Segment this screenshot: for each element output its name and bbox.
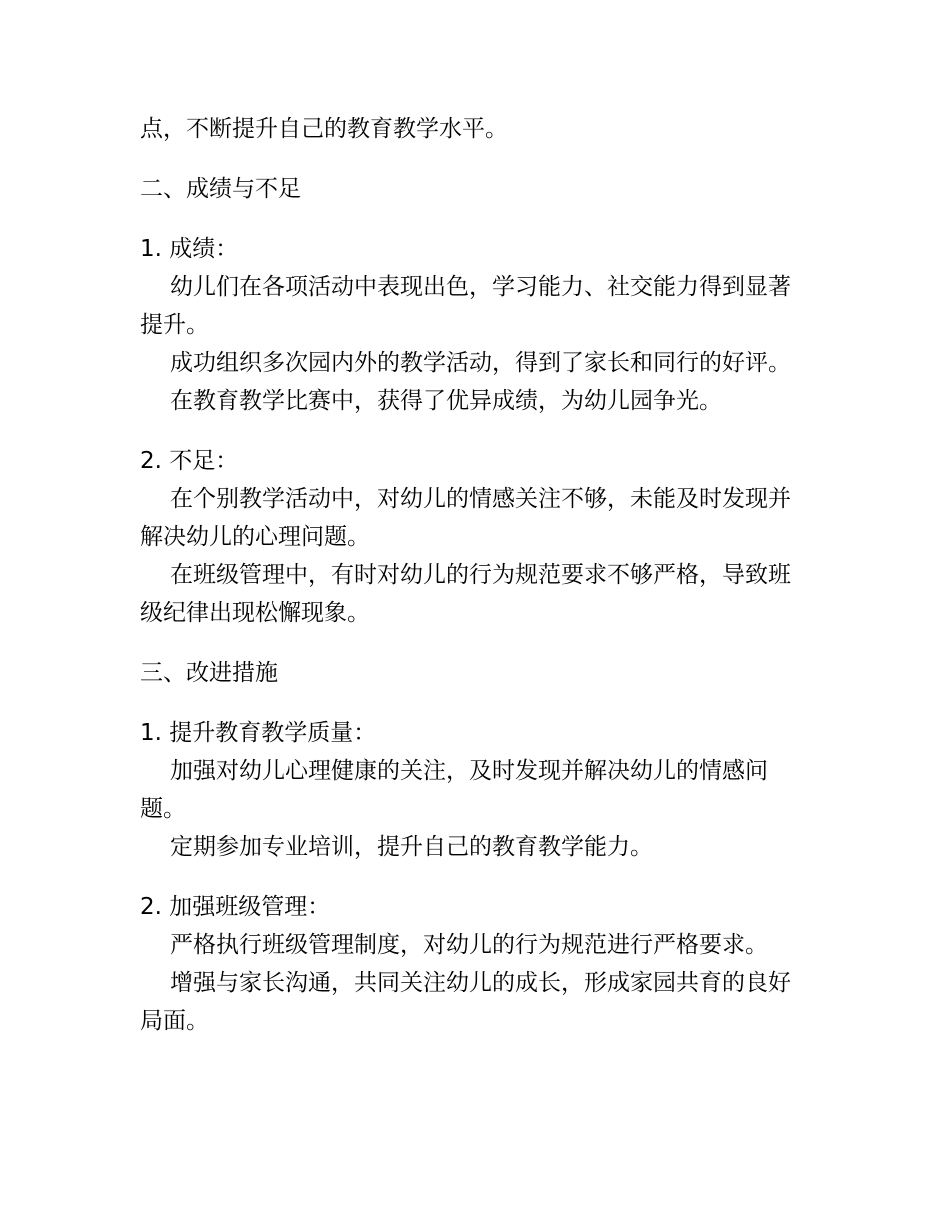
improvement-item: 增强与家长沟通，共同关注幼儿的成长，形成家园共育的良好局面。 <box>140 970 791 1034</box>
intro-line: 点，不断提升自己的教育教学水平。 <box>140 116 508 142</box>
improvement-item: 严格执行班级管理制度，对幼儿的行为规范进行严格要求。 <box>170 932 768 958</box>
achievement-item: 成功组织多次园内外的教学活动，得到了家长和同行的好评。 <box>170 350 791 376</box>
subsection-title-teaching-quality: 1. 提升教育教学质量： <box>140 720 377 746</box>
improvement-item: 定期参加专业培训，提升自己的教育教学能力。 <box>170 834 653 860</box>
section-heading-improvements: 三、改进措施 <box>140 660 278 686</box>
subsection-title-class-management: 2. 加强班级管理： <box>140 894 331 920</box>
shortcoming-item: 在个别教学活动中，对幼儿的情感关注不够，未能及时发现并解决幼儿的心理问题。 <box>140 486 791 550</box>
subsection-title-shortcomings: 2. 不足： <box>140 448 239 474</box>
subsection-title-achievements: 1. 成绩： <box>140 236 239 262</box>
shortcoming-item: 在班级管理中，有时对幼儿的行为规范要求不够严格，导致班级纪律出现松懈现象。 <box>140 562 791 626</box>
section-heading-results: 二、成绩与不足 <box>140 176 301 202</box>
document-page <box>140 110 800 1040</box>
achievement-item: 在教育教学比赛中，获得了优异成绩，为幼儿园争光。 <box>170 388 722 414</box>
improvement-item: 加强对幼儿心理健康的关注，及时发现并解决幼儿的情感问题。 <box>140 758 768 822</box>
achievement-item: 幼儿们在各项活动中表现出色，学习能力、社交能力得到显著提升。 <box>140 274 791 338</box>
